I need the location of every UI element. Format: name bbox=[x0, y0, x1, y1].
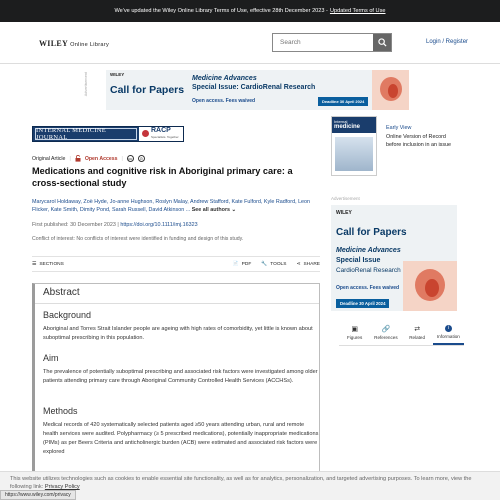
article-meta bbox=[32, 155, 145, 162]
pdf-icon: 📄 bbox=[232, 261, 239, 267]
call-for-papers-banner[interactable] bbox=[106, 70, 409, 110]
site-header bbox=[0, 22, 500, 64]
racp-logo: RACP Specialists. Together bbox=[139, 127, 183, 141]
published-label: First published: bbox=[32, 222, 69, 228]
search-icon bbox=[378, 38, 387, 47]
ad-special: Special Issue bbox=[336, 257, 381, 264]
ad-publisher: WILEY bbox=[336, 210, 352, 216]
article-title: Medications and cognitive risk in Aboriginal primary care: a cross-sectional study bbox=[32, 166, 293, 188]
announcement-bar bbox=[0, 0, 500, 22]
top-advertisement bbox=[84, 68, 409, 110]
published-date: 30 December 2023 bbox=[70, 222, 116, 228]
unlock-icon bbox=[75, 155, 81, 162]
tab-related[interactable]: ⇄ Related bbox=[409, 326, 426, 340]
search-input[interactable] bbox=[273, 34, 373, 51]
ad-series: Medicine Advances bbox=[192, 75, 257, 82]
divider: | bbox=[69, 155, 71, 162]
advertisement-label: Advertisement bbox=[84, 72, 88, 97]
ad-deadline: Deadline 30 April 2024 bbox=[318, 97, 368, 106]
terms-link[interactable]: Updated Terms of Use bbox=[329, 8, 386, 14]
kidney-image bbox=[403, 261, 457, 311]
ad-publisher: WILEY bbox=[110, 72, 125, 77]
conflict-statement: Conflict of interest: No conflicts of interest were identified in funding and design of this study. bbox=[32, 236, 244, 242]
early-view-desc-2: before inclusion in an issue bbox=[386, 142, 452, 149]
early-view-link[interactable]: Early View bbox=[386, 125, 412, 131]
author-list bbox=[32, 198, 322, 215]
search-box bbox=[272, 33, 392, 52]
journal-name: INTERNAL MEDICINE JOURNAL bbox=[35, 128, 137, 140]
publication-info: First published: 30 December 2023 | https://doi.org/10.1111/imj.16323 bbox=[32, 222, 198, 228]
ad-headline: Call for Papers bbox=[336, 227, 407, 238]
share-button[interactable]: ⋖ SHARE bbox=[296, 261, 320, 267]
journal-banner[interactable] bbox=[32, 126, 184, 142]
share-icon: ⋖ bbox=[296, 261, 301, 267]
aim-heading: Aim bbox=[43, 353, 59, 363]
chevron-down-icon: ⌄ bbox=[231, 207, 237, 214]
info-icon: i bbox=[445, 325, 452, 332]
login-register-link[interactable]: Login / Register bbox=[426, 39, 469, 45]
related-icon: ⇄ bbox=[414, 326, 421, 333]
early-view-info bbox=[386, 124, 451, 150]
menu-icon: ☰ bbox=[32, 261, 37, 267]
link-icon: 🔗 bbox=[381, 326, 391, 333]
abstract-section bbox=[32, 283, 320, 483]
logo-subtitle: Online Library bbox=[70, 42, 110, 48]
background-heading: Background bbox=[43, 310, 92, 320]
pdf-button[interactable]: 📄 PDF bbox=[232, 261, 252, 267]
ad-topic: CardioRenal Research bbox=[336, 267, 401, 274]
by-license-icon[interactable]: ⊙ bbox=[139, 156, 144, 161]
kidney-image bbox=[372, 70, 409, 110]
cover-top: Internal bbox=[334, 119, 348, 124]
wiley-logo[interactable]: WILEY Online Library bbox=[39, 39, 110, 48]
background-text: Aboriginal and Torres Strait Islander people are ageing with high rates of comorbidity, yet little is known about suboptimal prescribing in this population. bbox=[43, 326, 313, 341]
ad-headline: Call for Papers bbox=[110, 84, 185, 96]
tab-references[interactable]: 🔗 References bbox=[374, 326, 398, 340]
divider: | bbox=[121, 155, 123, 162]
methods-heading: Methods bbox=[43, 406, 78, 416]
ad-series: Medicine Advances bbox=[336, 247, 401, 254]
journal-cover[interactable] bbox=[331, 116, 377, 176]
sidebar-tabs bbox=[339, 320, 464, 346]
cover-title: medicine bbox=[334, 124, 361, 130]
advertisement-label: Advertisement bbox=[331, 196, 360, 201]
sections-button[interactable]: ☰ SECTIONS bbox=[32, 261, 64, 267]
cover-image bbox=[335, 137, 373, 171]
authors-text[interactable]: Marycarol Holdaway, Zoë Hyde, Jo-anne Hughson, Roslyn Malay, Andrew Stafford, Kate Fulford, Kyle Radford, Leon Flicker, Kate Smith, Dimity Pond, Sarah Russell, David Atkinson ... bbox=[32, 199, 311, 214]
tab-figures[interactable]: ▣ Figures bbox=[346, 326, 363, 340]
cc-license-icon[interactable]: cc bbox=[128, 156, 133, 161]
abstract-heading: Abstract bbox=[43, 287, 80, 298]
side-call-for-papers-ad[interactable] bbox=[331, 205, 457, 311]
figures-icon: ▣ bbox=[351, 326, 358, 333]
ad-open-access: Open access. Fees waived bbox=[336, 285, 400, 291]
open-access-badge: Open Access bbox=[84, 155, 118, 162]
search-button[interactable] bbox=[373, 34, 391, 51]
wrench-icon: 🔧 bbox=[261, 261, 268, 267]
tools-button[interactable]: 🔧 TOOLS bbox=[261, 261, 287, 267]
article-toolbar bbox=[32, 256, 320, 272]
article-type: Original Article bbox=[32, 155, 66, 162]
announcement-text: We've updated the Wiley Online Library Terms of Use, effective 28th December 2023 - bbox=[114, 8, 328, 14]
status-bar-url: https://www.wiley.com/privacy bbox=[0, 490, 76, 500]
cookie-text: This website utilizes technologies such as cookies to enable essential site functionality, as well as for analytics, personalization, and targeted advertising purposes. To learn more, view the following link: Privacy Policy bbox=[10, 476, 472, 491]
ad-deadline: Deadline 30 April 2024 bbox=[336, 299, 389, 308]
privacy-policy-link[interactable]: Privacy Policy bbox=[44, 484, 80, 491]
divider bbox=[35, 303, 319, 304]
see-all-authors-link[interactable]: See all authors ⌄ bbox=[191, 207, 237, 214]
methods-text: Medical records of 420 systematically selected patients aged ≥50 years attending urban, rural and remote health services were audited. Polypharmacy (≥ 5 prescribed medications), potentially inappropriate medications (PIMs) as per Beers Criteria and anticholinergic burden (ACB) were estimated and associated risk factors were explored bbox=[43, 422, 319, 455]
early-view-desc: Online Version of Record bbox=[386, 133, 446, 140]
tab-information[interactable]: i Information bbox=[433, 320, 464, 345]
ad-open-access: Open access. Fees waived bbox=[192, 98, 256, 104]
doi-link[interactable]: https://doi.org/10.1111/imj.16323 bbox=[120, 222, 198, 228]
ad-special: Special Issue: CardioRenal Research bbox=[192, 84, 316, 92]
aim-text: The prevalence of potentially suboptimal prescribing and associated risk factors were investigated among older patients attending primary care through Aboriginal Community Controlled Health Services (ACCHSs). bbox=[43, 369, 318, 384]
